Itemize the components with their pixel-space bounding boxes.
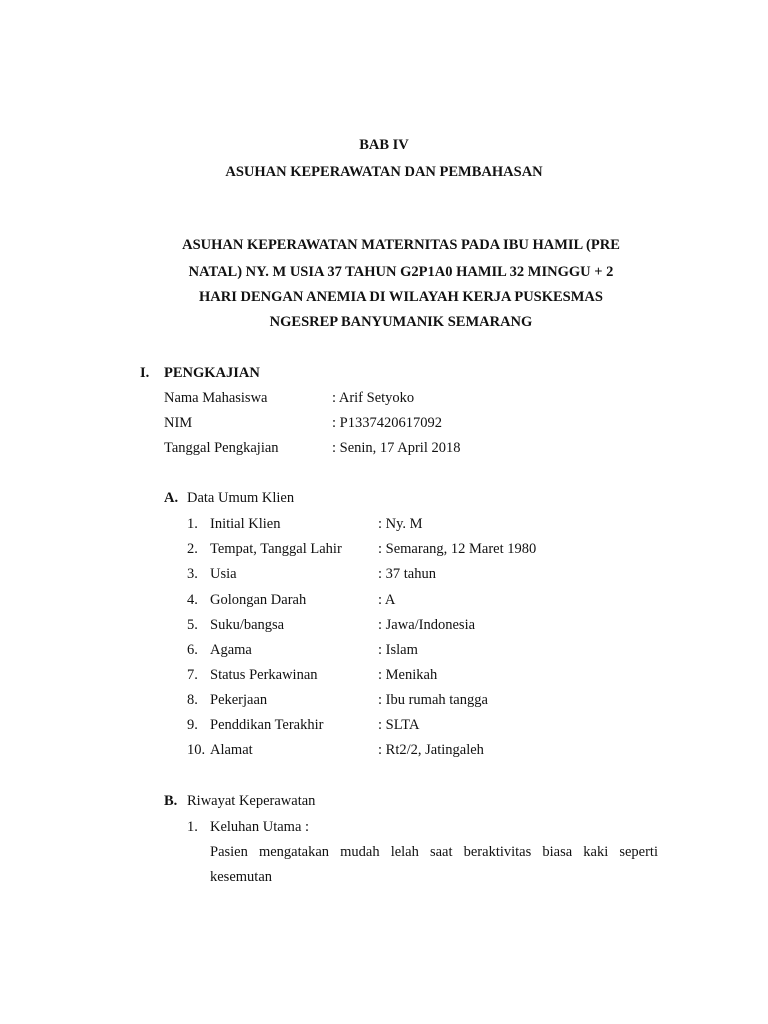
- item-label-pendidikan-terakhir: Penddikan Terakhir: [210, 717, 324, 733]
- item-label-agama: Agama: [210, 642, 252, 658]
- case-title-line-3: HARI DENGAN ANEMIA DI WILAYAH KERJA PUSKESMAS: [199, 289, 603, 305]
- chapter-title: ASUHAN KEPERAWATAN DAN PEMBAHASAN: [225, 164, 543, 180]
- item-value-tempat-tanggal-lahir: : Semarang, 12 Maret 1980: [378, 541, 537, 557]
- item-number: 9.: [187, 717, 198, 733]
- item-value-initial-klien: : Ny. M: [378, 516, 423, 532]
- item-number: 4.: [187, 592, 198, 608]
- chapter-number: BAB IV: [359, 137, 409, 153]
- keluhan-utama-text-line-2: kesemutan: [210, 869, 273, 885]
- section-a-heading: Data Umum Klien: [187, 490, 295, 506]
- keluhan-utama-text-line-1: Pasien mengatakan mudah lelah saat beraktivitas biasa kaki seperti: [210, 844, 658, 860]
- item-label-status-perkawinan: Status Perkawinan: [210, 667, 318, 683]
- field-value-nim: : P1337420617092: [332, 415, 442, 431]
- section-b-heading: Riwayat Keperawatan: [187, 793, 316, 809]
- item-value-alamat: : Rt2/2, Jatingaleh: [378, 742, 484, 758]
- item-label-initial-klien: Initial Klien: [210, 516, 281, 532]
- section-1-numeral: I.: [140, 365, 150, 381]
- item-number: 8.: [187, 692, 198, 708]
- item-value-agama: : Islam: [378, 642, 418, 658]
- item-number: 10.: [187, 742, 206, 758]
- item-number: 1.: [187, 516, 198, 532]
- item-label-golongan-darah: Golongan Darah: [210, 592, 307, 608]
- item-value-status-perkawinan: : Menikah: [378, 667, 438, 683]
- case-title-line-2: NATAL) NY. M USIA 37 TAHUN G2P1A0 HAMIL 32 MINGGU + 2: [188, 264, 614, 280]
- item-label-pekerjaan: Pekerjaan: [210, 692, 268, 708]
- item-label-keluhan-utama: Keluhan Utama :: [210, 819, 310, 835]
- section-b-letter: B.: [164, 793, 178, 809]
- case-title-line-4: NGESREP BANYUMANIK SEMARANG: [269, 314, 533, 330]
- item-number: 5.: [187, 617, 198, 633]
- item-label-suku-bangsa: Suku/bangsa: [210, 617, 285, 633]
- section-1-heading: PENGKAJIAN: [164, 365, 260, 381]
- item-number: 2.: [187, 541, 198, 557]
- section-a-letter: A.: [164, 490, 179, 506]
- item-value-pendidikan-terakhir: : SLTA: [378, 717, 420, 733]
- field-value-tanggal-pengkajian: : Senin, 17 April 2018: [332, 440, 461, 456]
- field-label-nim: NIM: [164, 415, 193, 431]
- item-value-golongan-darah: : A: [378, 592, 396, 608]
- item-label-tempat-tanggal-lahir: Tempat, Tanggal Lahir: [210, 541, 342, 557]
- item-number: 3.: [187, 566, 198, 582]
- field-label-nama-mahasiswa: Nama Mahasiswa: [164, 390, 268, 406]
- case-title-line-1: ASUHAN KEPERAWATAN MATERNITAS PADA IBU HAMIL (PRE: [182, 237, 620, 253]
- item-value-usia: : 37 tahun: [378, 566, 436, 582]
- item-number: 7.: [187, 667, 198, 683]
- item-number: 6.: [187, 642, 198, 658]
- item-number: 1.: [187, 819, 198, 835]
- item-value-suku-bangsa: : Jawa/Indonesia: [378, 617, 476, 633]
- field-label-tanggal-pengkajian: Tanggal Pengkajian: [164, 440, 279, 456]
- item-label-usia: Usia: [210, 566, 237, 582]
- item-value-pekerjaan: : Ibu rumah tangga: [378, 692, 488, 708]
- field-value-nama-mahasiswa: : Arif Setyoko: [332, 390, 415, 406]
- item-label-alamat: Alamat: [210, 742, 253, 758]
